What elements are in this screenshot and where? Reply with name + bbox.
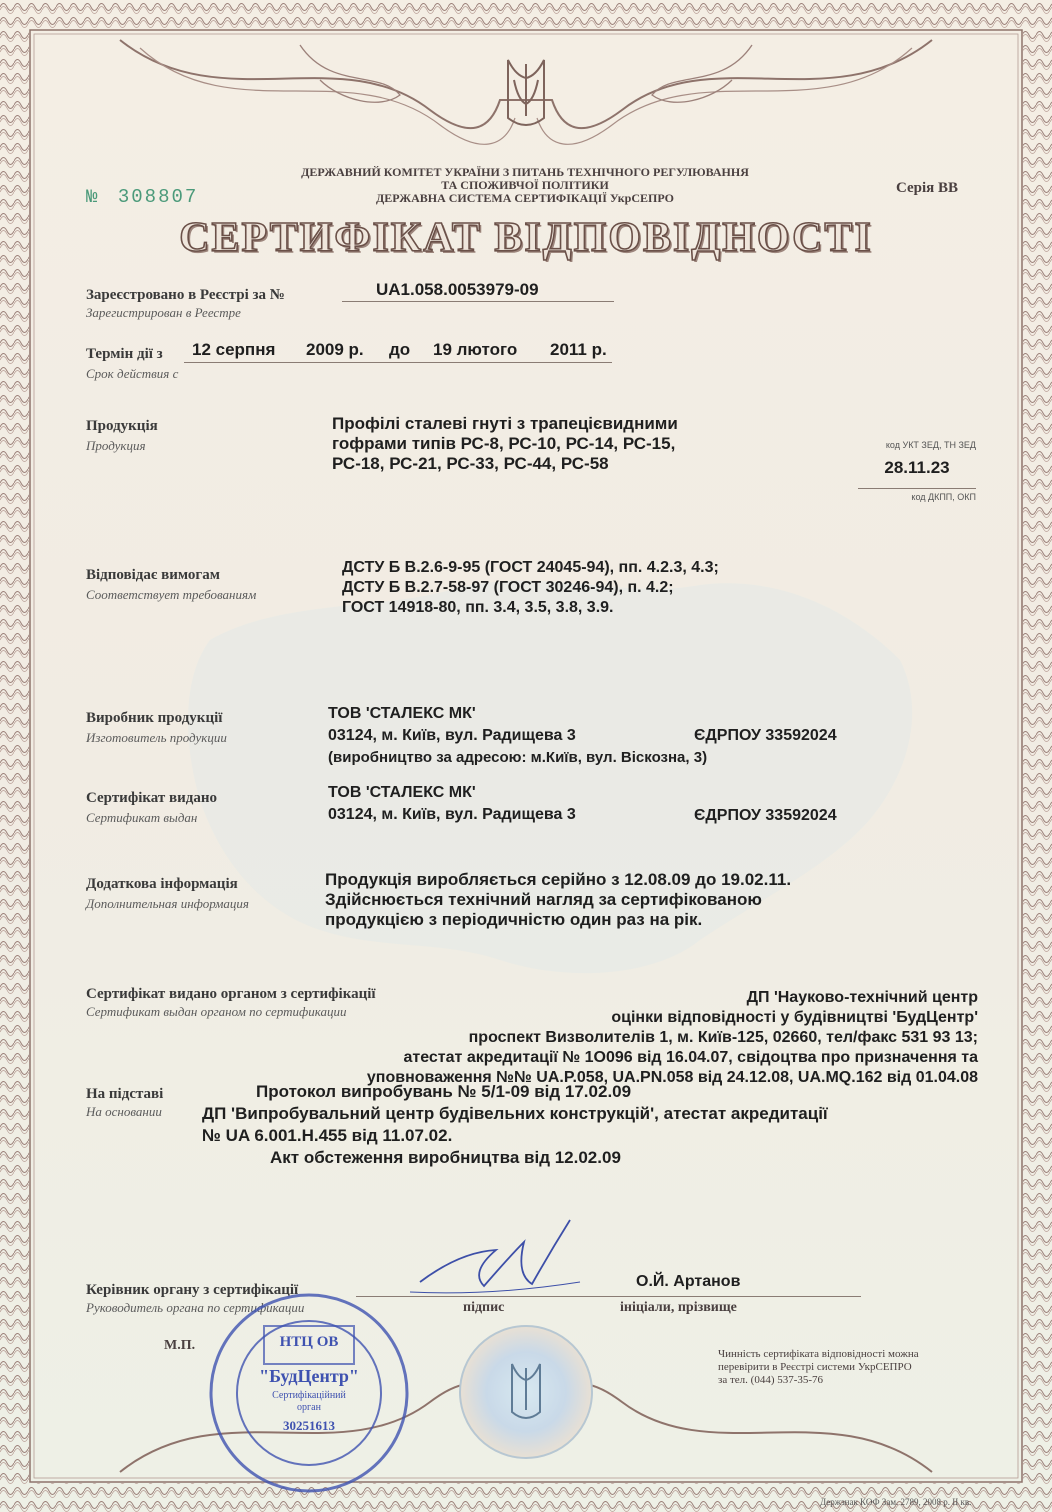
trident-top <box>508 60 544 125</box>
registry-label-ru: Зарегистрирован в Реестре <box>86 305 241 320</box>
manufacturer-label: Виробник продукції <box>86 710 223 726</box>
product-label-ru: Продукция <box>86 438 146 453</box>
number-value: 308807 <box>117 186 199 208</box>
print-mark: Держзнак КОФ Зам. 2789, 2008 р. ІІ кв. <box>820 1497 972 1507</box>
basis-line-4: Акт обстеження виробництва від 12.02.09 <box>270 1148 621 1167</box>
additional-line-2: Здійснюється технічний нагляд за сертифікованою <box>325 890 762 909</box>
mp-label: М.П. <box>164 1338 196 1353</box>
stamp-number: 30251613 <box>283 1418 335 1433</box>
basis-label: На підставі <box>86 1086 164 1102</box>
sign-caption: підпис <box>463 1300 505 1315</box>
registry-label: Зареєстровано в Реєстрі за № <box>86 287 285 303</box>
verification-note <box>718 1348 919 1387</box>
signature-scribble <box>400 1212 590 1298</box>
additional-label: Додаткова інформація <box>86 876 238 892</box>
code-label-bottom: код ДКПП, ОКП <box>911 492 976 502</box>
requirement-line-1: ДСТУ Б В.2.6-9-95 (ГОСТ 24045-94), пп. 4.2.3, 4.3; <box>342 559 719 576</box>
signatory-name: О.Й. Артанов <box>636 1273 741 1290</box>
requirements-list <box>342 558 902 618</box>
signature-label: Керівник органу з сертифікації <box>86 1282 299 1298</box>
cert-body-line-1: ДП 'Науково-технічний центр <box>746 989 978 1006</box>
validity-label: Термін дії з <box>86 346 163 362</box>
note-line-1: Чинність сертифіката відповідності можна <box>718 1348 919 1360</box>
cert-body-line-3: проспект Визволителів 1, м. Київ-125, 02660, тел/факс 531 93 13; <box>468 1029 978 1046</box>
code-label-top: код УКТ ЗЕД, ТН ЗЕД <box>885 440 976 450</box>
series-label: Серія ВВ <box>896 180 959 196</box>
basis-line-1: Протокол випробувань № 5/1-09 від 17.02.09 <box>256 1082 632 1101</box>
official-stamp <box>206 1290 412 1496</box>
manufacturer-name: ТОВ 'СТАЛЕКС МК' <box>328 705 476 722</box>
requirements-label: Відповідає вимогам <box>86 567 220 583</box>
basis-label-ru: На основании <box>86 1104 162 1119</box>
manufacturer-address: 03124, м. Київ, вул. Радищева 3 <box>328 727 576 744</box>
additional-line-1: Продукція виробляється серійно з 12.08.09 до 19.02.11. <box>325 870 792 889</box>
validity-label-ru: Срок действия с <box>86 366 179 381</box>
manufacturer-production-address: (виробництво за адресою: м.Київ, вул. Віскозна, 3) <box>328 749 708 766</box>
issued-to-name: ТОВ 'СТАЛЕКС МК' <box>328 784 476 801</box>
header-line-2: ТА СПОЖИВЧОЇ ПОЛІТИКИ <box>441 178 609 192</box>
stamp-line-1: НТЦ ОВ <box>279 1334 339 1350</box>
additional-label-ru: Дополнительная информация <box>86 896 249 911</box>
cert-body-line-2: оцінки відповідності у будівництві 'БудЦентр' <box>611 1009 978 1026</box>
registry-number: UA1.058.0053979-09 <box>376 280 539 299</box>
validity-to-date: 19 лютого <box>433 340 518 359</box>
note-line-3: за тел. (044) 537-35-76 <box>718 1374 824 1386</box>
note-line-2: перевірити в Реєстрі системи УкрСЕПРО <box>718 1361 912 1373</box>
header-authority <box>240 166 810 205</box>
validity-to-word: до <box>389 340 411 359</box>
product-line-2: гофрами типів РС-8, РС-10, РС-14, РС-15, <box>332 434 676 453</box>
issued-to-address: 03124, м. Київ, вул. Радищева 3 <box>328 806 576 823</box>
requirements-label-ru: Соответствует требованиям <box>86 587 257 602</box>
basis-line-3: № UA 6.001.Н.455 від 11.07.02. <box>202 1126 453 1145</box>
basis-line-2: ДП 'Випробувальний центр будівельних конструкцій', атестат акредитації <box>202 1104 828 1123</box>
product-description <box>332 414 852 474</box>
product-line-1: Профілі сталеві гнуті з трапецієвидними <box>332 414 678 433</box>
certificate-number <box>86 186 198 208</box>
stamp-line-4: орган <box>297 1402 321 1413</box>
cert-body-line-4: атестат акредитації № 1О096 від 16.04.07, свідоцтва про призначення та <box>403 1049 978 1066</box>
stamp-line-3: Сертифікаційний <box>272 1390 346 1401</box>
signature-label-ru: Руководитель органа по сертификации <box>86 1300 305 1315</box>
manufacturer-label-ru: Изготовитель продукции <box>86 730 227 745</box>
number-sign: № <box>86 186 100 208</box>
product-code: 28.11.23 <box>884 458 950 477</box>
validity-from-year: 2009 р. <box>306 340 364 359</box>
initials-caption: ініціали, прізвище <box>620 1300 737 1315</box>
issued-to-label: Сертифікат видано <box>86 790 217 806</box>
cert-body-label-ru: Сертификат выдан органом по сертификации <box>86 1004 347 1019</box>
validity-from-date: 12 серпня <box>192 340 276 359</box>
additional-line-3: продукцією з періодичністю один раз на рік. <box>325 910 703 929</box>
product-label: Продукція <box>86 418 158 434</box>
stamp-line-2: "БудЦентр" <box>259 1366 359 1386</box>
validity-to-year: 2011 р. <box>550 340 607 359</box>
additional-info <box>325 870 925 930</box>
issued-to-label-ru: Сертификат выдан <box>86 810 198 825</box>
manufacturer-edrpou: ЄДРПОУ 33592024 <box>694 727 837 744</box>
requirement-line-2: ДСТУ Б В.2.7-58-97 (ГОСТ 30246-94), п. 4.2; <box>342 579 674 596</box>
cert-body-line-5: уповноваження №№ UA.P.058, UA.PN.058 від 24.12.08, UA.MQ.162 від 01.04.08 <box>366 1069 978 1086</box>
cert-body-details <box>250 988 978 1088</box>
header-line-3: ДЕРЖАВНА СИСТЕМА СЕРТИФІКАЦІЇ УкрСЕПРО <box>376 191 674 205</box>
header-line-1: ДЕРЖАВНИЙ КОМІТЕТ УКРАЇНИ З ПИТАНЬ ТЕХНІЧНОГО РЕГУЛЮВАННЯ <box>301 165 749 179</box>
issued-to-edrpou: ЄДРПОУ 33592024 <box>694 807 837 824</box>
cert-body-label: Сертифікат видано органом з сертифікації <box>86 986 376 1002</box>
certificate-title: СЕРТИФІКАТ ВІДПОВІДНОСТІ <box>179 215 873 261</box>
requirement-line-3: ГОСТ 14918-80, пп. 3.4, 3.5, 3.8, 3.9. <box>342 599 614 616</box>
product-line-3: РС-18, РС-21, РС-33, РС-44, РС-58 <box>332 454 609 473</box>
